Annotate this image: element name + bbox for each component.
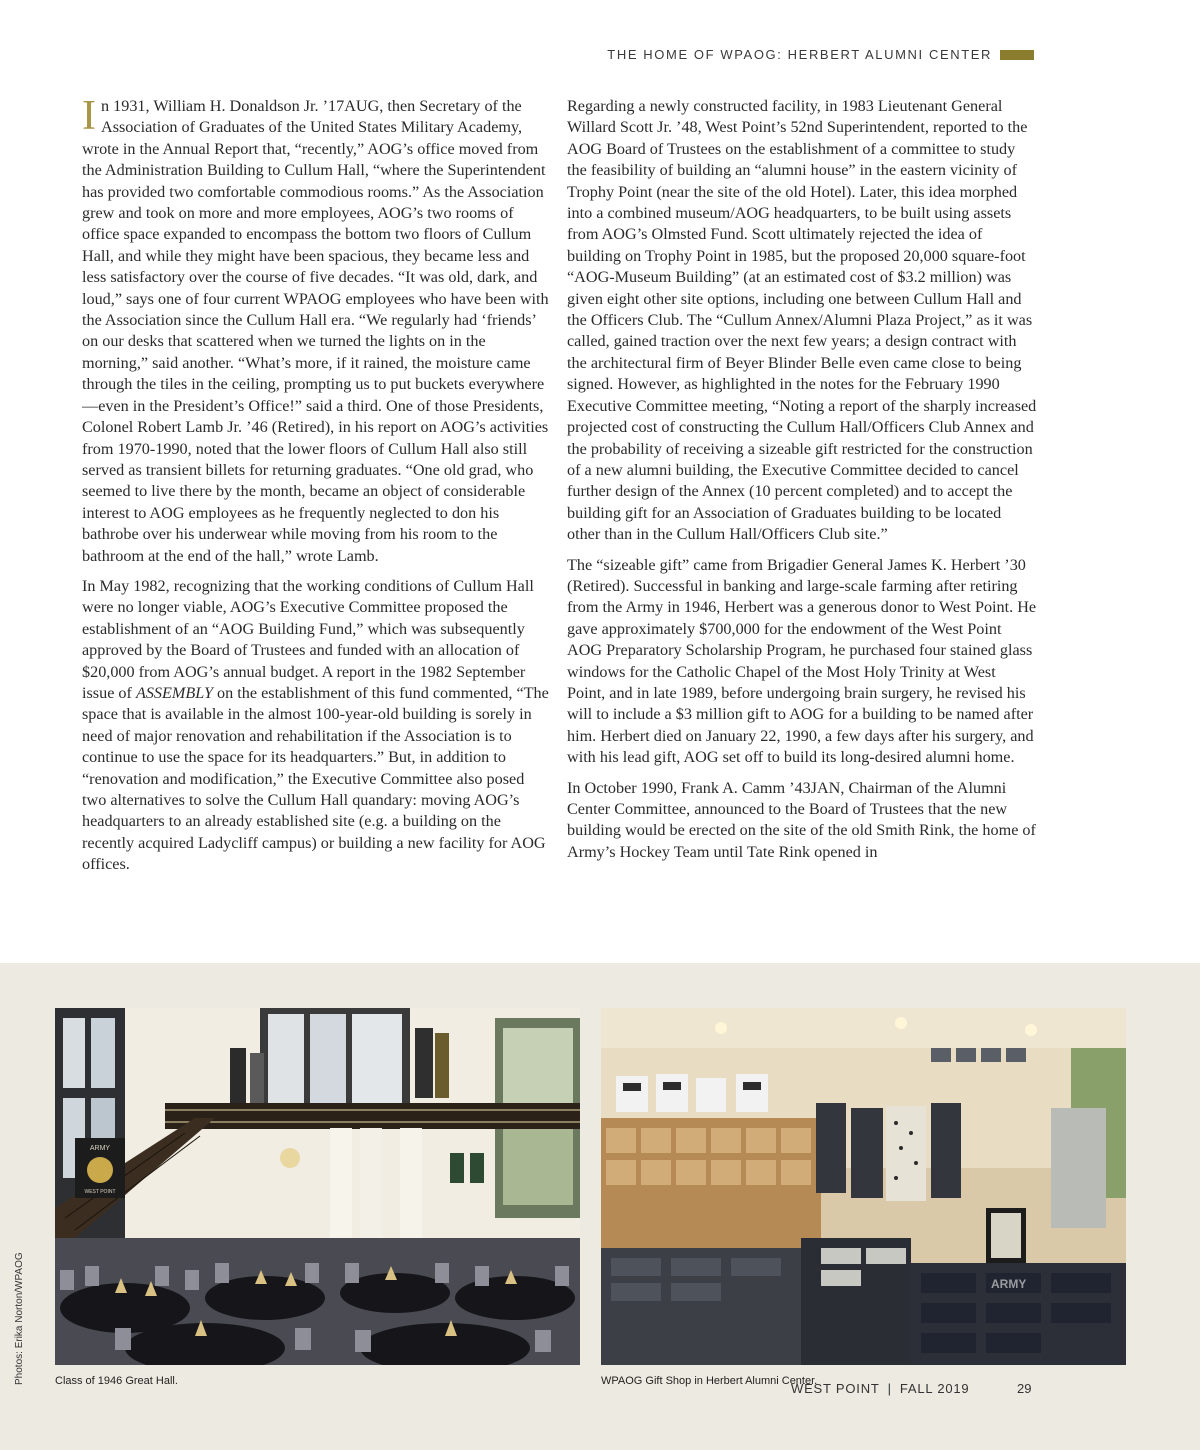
article-paragraph bbox=[82, 576, 552, 876]
photo-gift-shop bbox=[601, 1008, 1126, 1365]
footer-folio bbox=[791, 1381, 969, 1396]
header-accent-bar bbox=[1000, 50, 1034, 60]
paragraph-text: on the establishment of this fund commented, “The space that is available in the almost 100-year-old building is sorely in need of major renovation and rehabilitation if the Association is to continue to use the space for its headquarters.” But, in addition to “renovation and modification,” the Executive Committee also posed two alternatives to solve the Cullum Hall quandary: moving AOG’s headquarters to an already established site (e.g. a building on the recently acquired Ladycliff campus) or building a new facility for AOG offices. bbox=[82, 683, 549, 874]
photo-caption-great-hall: Class of 1946 Great Hall. bbox=[55, 1375, 178, 1387]
photo-great-hall bbox=[55, 1008, 580, 1365]
publication-name: WEST POINT bbox=[791, 1381, 880, 1396]
drop-cap: I bbox=[82, 93, 96, 139]
paragraph-text: n 1931, William H. Donaldson Jr. ’17AUG, then Secretary of the Association of Graduates of the United States Military Academy, wrote in the Annual Report that, “recently,” AOG’s office moved from the Administration Building to Cullum Hall, “where the Superintendent has provided two comfortable commodious rooms.” As the Association grew and took on more and more employees, AOG’s two rooms of office space expanded to encompass the bottom two floors of Cullum Hall, and while they might have been spacious, they became less and less satisfactory over the course of five decades. “It was old, dark, and loud,” says one of four current WPAOG employees who have been with the Association since the Cullum Hall era. “We regularly had ‘friends’ on our desks that scattered when we turned the lights on in the morning,” said another. “What’s more, if it rained, the moisture came through the tiles in the ceiling, prompting us to put buckets everywhere—even in the President’s Office!” said a third. One of those Presidents, Colonel Robert Lamb Jr. ’46 (Retired), in his report on AOG’s activities from 1970-1990, noted that the lower floors of Cullum Hall also still served as transient billets for returning graduates. “One old grad, who seemed to live there by the month, became an object of considerable interest to AOG employees as he frequently neglected to don his bathrobe over his underwear while moving from his room to the bathroom at the end of the hall,” wrote Lamb. bbox=[82, 97, 549, 565]
article-paragraph bbox=[82, 93, 552, 567]
article-paragraph: The “sizeable gift” came from Brigadier General James K. Herbert ’30 (Retired). Successful in banking and large-scale farming after retiring from the Army in 1946, Herbert was a generous donor to West Point. He gave approximately $700,000 for the endowment of the West Point AOG Preparatory Scholarship Program, he purchased four stained glass windows for the Catholic Chapel of the Most Holy Trinity at West Point, and in late 1989, before undergoing brain surgery, he revised his will to include a $3 million gift to AOG for a building to be named after him. Herbert died on January 22, 1990, a few days after his surgery, and with his lead gift, AOG set off to build its long-desired alumni home. bbox=[567, 555, 1037, 767]
paragraph-text: In May 1982, recognizing that the working conditions of Cullum Hall were no longer viable, AOG’s Executive Committee proposed the establishment of an “AOG Building Fund,” which was subsequently approved by the Board of Trustees and funded with an allocation of $20,000 from AOG’s annual budget. A report in the 1982 September issue of bbox=[82, 576, 534, 702]
article-column-left bbox=[82, 93, 552, 885]
running-header-title: THE HOME OF WPAOG: HERBERT ALUMNI CENTER bbox=[607, 47, 992, 62]
article-paragraph: Regarding a newly constructed facility, in 1983 Lieutenant General Willard Scott Jr. ’48, West Point’s 52nd Superintendent, reported to the AOG Board of Trustees on the establishment of a committee to study the feasibility of building an “alumni house” in the eastern vicinity of Trophy Point (near the site of the old Hotel). Later, this idea morphed into a combined museum/AOG headquarters, to be built using assets from AOG’s Olmsted Fund. Scott ultimately rejected the idea of building on Trophy Point in 1985, but the proposed 20,000 square-foot “AOG-Museum Building” (at an estimated cost of $3.2 million) was given eight other site options, including one between Cullum Hall and the Officers Club. The “Cullum Annex/Alumni Plaza Project,” as it was called, gained traction over the next few years; a design contract with the architectural firm of Beyer Blinder Belle even came close to being signed. However, as highlighted in the notes for the February 1990 Executive Committee meeting, “Noting a report of the sharply increased projected cost of constructing the Cullum Hall/Officers Club Annex and the probability of receiving a sizeable gift restricted for the construction of a new alumni building, the Executive Committee decided to cancel further design of the Annex (10 percent completed) and to accept the building gift for an Association of Graduates building to be located other than in the Cullum Hall/Officers Club site.” bbox=[567, 97, 1037, 544]
page-number: 29 bbox=[1017, 1381, 1032, 1396]
banner-sub-text: WEST POINT bbox=[84, 1189, 116, 1195]
issue-label: FALL 2019 bbox=[899, 1381, 970, 1396]
shelf-army-text: ARMY bbox=[991, 1277, 1027, 1291]
magazine-title-italic: ASSEMBLY bbox=[135, 683, 213, 702]
article-column-right bbox=[567, 96, 1037, 872]
photo-caption-gift-shop: WPAOG Gift Shop in Herbert Alumni Center. bbox=[601, 1375, 818, 1387]
photo-credit: Photos: Erika Norton/WPAOG bbox=[14, 1252, 25, 1385]
folio-separator: | bbox=[887, 1381, 892, 1396]
article-paragraph: In October 1990, Frank A. Camm ’43JAN, Chairman of the Alumni Center Committee, announced to the Board of Trustees that the new building would be erected on the site of the old Smith Rink, the home of Army’s Hockey Team until Tate Rink opened in bbox=[567, 778, 1036, 861]
banner-logo-text: ARMY bbox=[89, 1145, 111, 1152]
